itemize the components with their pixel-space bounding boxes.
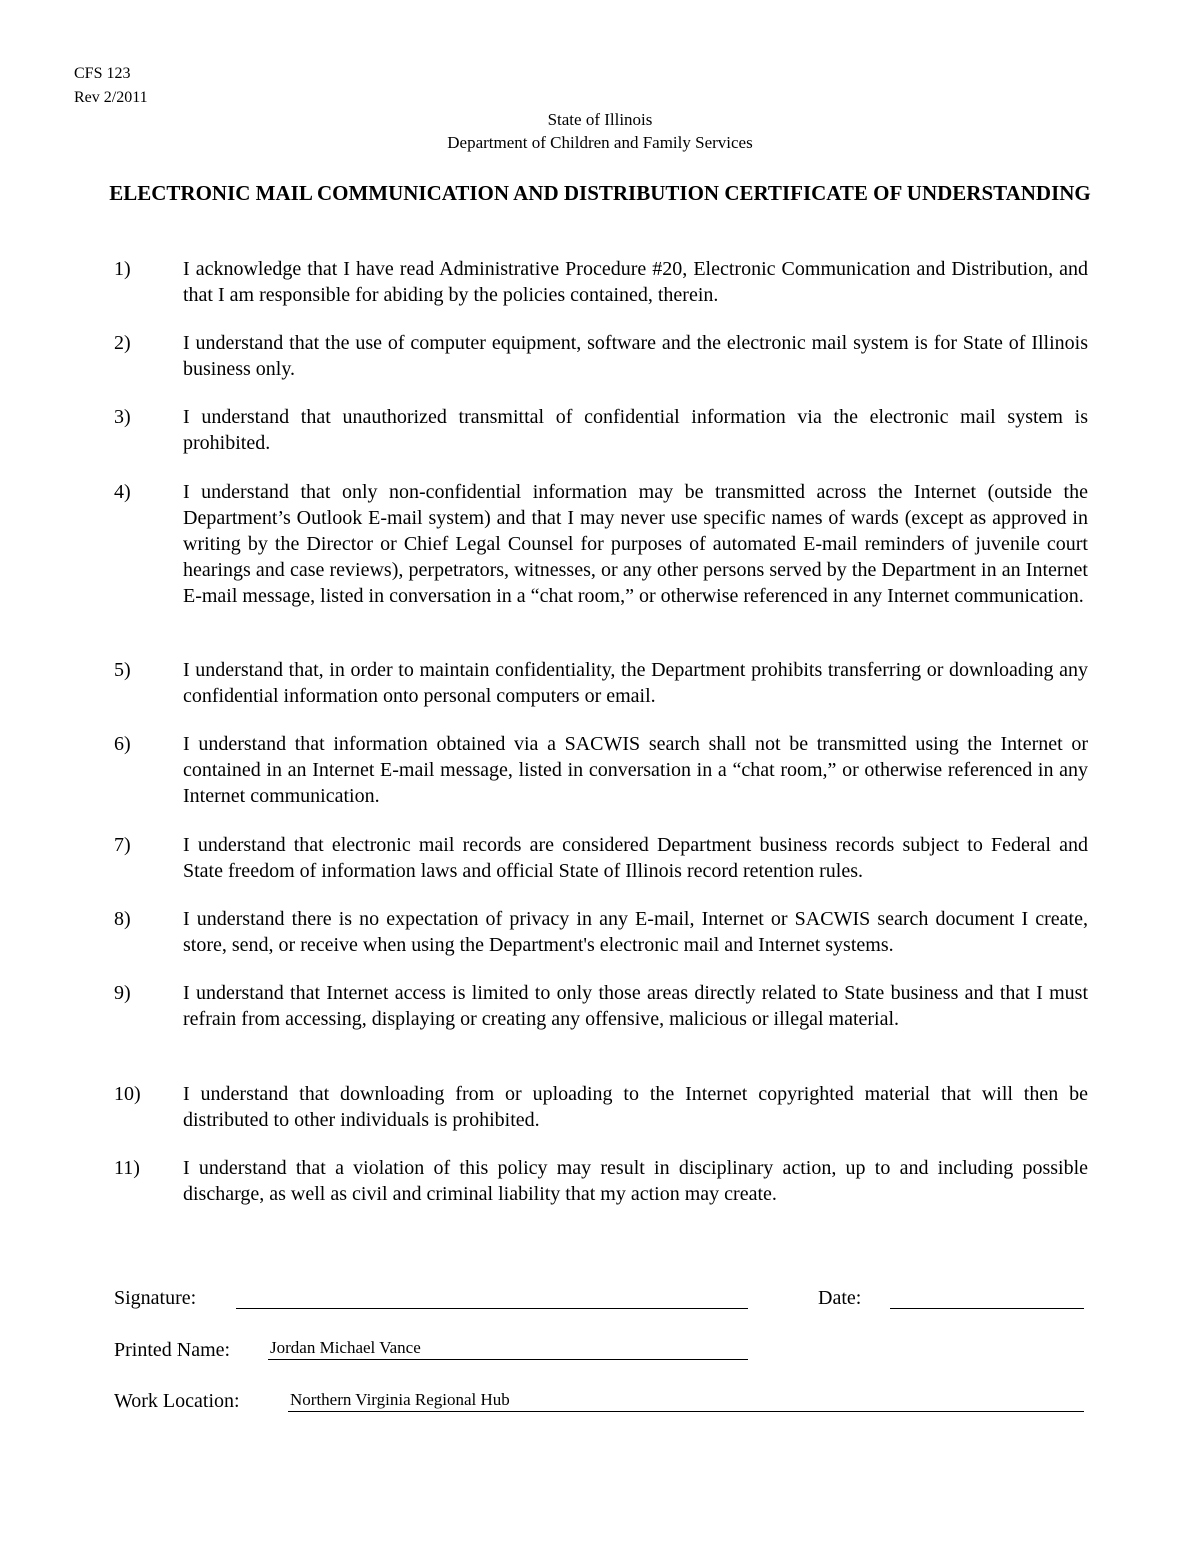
item-number: 11) bbox=[114, 1157, 140, 1179]
list-item bbox=[114, 1081, 1088, 1133]
item-text: I understand that, in order to maintain confidentiality, the Department prohibits transferring or downloading any confidential information onto personal computers or email. bbox=[183, 659, 1088, 707]
item-number: 5) bbox=[114, 659, 131, 681]
item-text: I understand that only non-confidential information may be transmitted across the Internet (outside the Department’s Outlook E-mail system) and that I may never use specific names of wards (except as approved in writing by the Director or Chief Legal Counsel for purposes of automated E-mail reminders of juvenile court hearings and case reviews), perpetrators, witnesses, or any other persons served by the Department in an Internet E-mail message, listed in conversation in a “chat room,” or otherwise referenced in any Internet communication. bbox=[183, 481, 1088, 607]
work-location-value: Northern Virginia Regional Hub bbox=[290, 1390, 510, 1409]
list-item bbox=[114, 657, 1088, 709]
item-number: 9) bbox=[114, 982, 131, 1004]
item-text: I understand that Internet access is limited to only those areas directly related to State business and that I must refrain from accessing, displaying or creating any offensive, malicious or illegal material. bbox=[183, 982, 1088, 1030]
item-number: 10) bbox=[114, 1083, 141, 1105]
list-item bbox=[114, 731, 1088, 809]
department-name: Department of Children and Family Services bbox=[447, 133, 753, 152]
item-text: I understand that a violation of this policy may result in disciplinary action, up to and including possible discharge, as well as civil and criminal liability that my action may create. bbox=[183, 1157, 1088, 1205]
item-number: 4) bbox=[114, 481, 131, 503]
item-number: 8) bbox=[114, 908, 131, 930]
list-item bbox=[114, 404, 1088, 456]
item-text: I understand that downloading from or uploading to the Internet copyrighted material that will then be distributed to other individuals is prohibited. bbox=[183, 1083, 1088, 1131]
item-text: I understand that unauthorized transmittal of confidential information via the electronic mail system is prohibited. bbox=[183, 406, 1088, 454]
item-text: I understand that information obtained via a SACWIS search shall not be transmitted using the Internet or contained in an Internet E-mail message, listed in conversation in a “chat room,” or otherwise referenced in any Internet communication. bbox=[183, 733, 1088, 807]
state-name: State of Illinois bbox=[547, 110, 653, 129]
document-title: ELECTRONIC MAIL COMMUNICATION AND DISTRIBUTION CERTIFICATE OF UNDERSTANDING bbox=[109, 181, 1091, 205]
printed-name-label: Printed Name: bbox=[114, 1339, 231, 1361]
work-location-field[interactable] bbox=[288, 1411, 1084, 1412]
date-field[interactable] bbox=[890, 1308, 1084, 1309]
agency-header bbox=[0, 108, 1200, 154]
item-number: 6) bbox=[114, 733, 131, 755]
signature-field[interactable] bbox=[236, 1308, 748, 1309]
form-number: CFS 123 bbox=[74, 65, 131, 82]
item-number: 7) bbox=[114, 834, 131, 856]
list-item bbox=[114, 330, 1088, 382]
list-item bbox=[114, 832, 1088, 884]
item-text: I understand there is no expectation of privacy in any E-mail, Internet or SACWIS search document I create, store, send, or receive when using the Department's electronic mail and Internet systems. bbox=[183, 908, 1088, 956]
printed-name-field[interactable] bbox=[268, 1359, 748, 1360]
form-identifier bbox=[74, 62, 148, 110]
item-number: 1) bbox=[114, 258, 131, 280]
list-item bbox=[114, 1155, 1088, 1207]
work-location-label: Work Location: bbox=[114, 1390, 240, 1412]
signature-label: Signature: bbox=[114, 1287, 197, 1309]
list-item bbox=[114, 479, 1088, 609]
item-text: I acknowledge that I have read Administrative Procedure #20, Electronic Communication and Distribution, and that I am responsible for abiding by the policies contained, therein. bbox=[183, 258, 1088, 306]
item-number: 3) bbox=[114, 406, 131, 428]
form-revision: Rev 2/2011 bbox=[74, 89, 148, 106]
list-item bbox=[114, 980, 1088, 1032]
list-item bbox=[114, 256, 1088, 308]
item-number: 2) bbox=[114, 332, 131, 354]
date-label: Date: bbox=[818, 1287, 862, 1309]
item-text: I understand that the use of computer equipment, software and the electronic mail system is for State of Illinois business only. bbox=[183, 332, 1088, 380]
list-item bbox=[114, 906, 1088, 958]
printed-name-value: Jordan Michael Vance bbox=[270, 1338, 421, 1357]
item-text: I understand that electronic mail records are considered Department business records subject to Federal and State freedom of information laws and official State of Illinois record retention rules. bbox=[183, 834, 1088, 882]
